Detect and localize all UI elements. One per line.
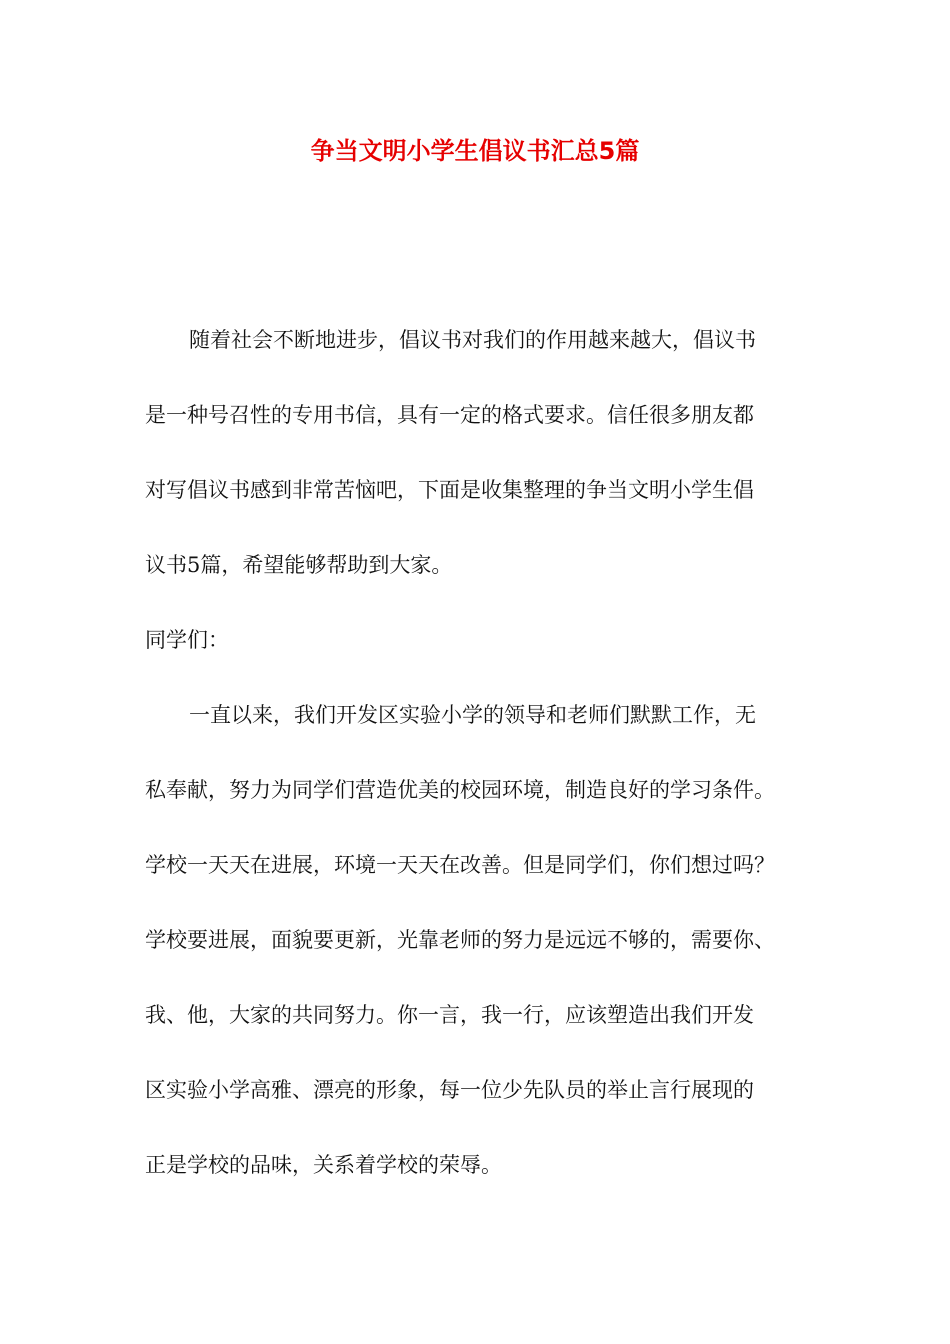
paragraph-line: 随着社会不断地进步，倡议书对我们的作用越来越大，倡议书 [189, 328, 756, 352]
salutation-line: 同学们： [145, 628, 229, 652]
paragraph-line: 私奉献，努力为同学们营造优美的校园环境，制造良好的学习条件。 [145, 778, 775, 802]
paragraph-line: 议书5篇，希望能够帮助到大家。 [145, 553, 453, 577]
paragraph-line: 区实验小学高雅、漂亮的形象，每一位少先队员的举止言行展现的 [145, 1078, 754, 1102]
paragraph-line: 学校要进展，面貌要更新，光靠老师的努力是远远不够的，需要你、 [145, 928, 775, 952]
paragraph-line: 是一种号召性的专用书信，具有一定的格式要求。信任很多朋友都 [145, 403, 754, 427]
document-title: 争当文明小学生倡议书汇总5篇 [310, 137, 640, 165]
paragraph-line: 对写倡议书感到非常苦恼吧，下面是收集整理的争当文明小学生倡 [145, 478, 754, 502]
paragraph-line: 一直以来，我们开发区实验小学的领导和老师们默默工作，无 [189, 703, 756, 727]
paragraph-line: 学校一天天在进展，环境一天天在改善。但是同学们，你们想过吗？ [145, 853, 775, 877]
paragraph-line: 我、他，大家的共同努力。你一言，我一行，应该塑造出我们开发 [145, 1003, 754, 1027]
paragraph-line: 正是学校的品味，关系着学校的荣辱。 [145, 1153, 502, 1177]
